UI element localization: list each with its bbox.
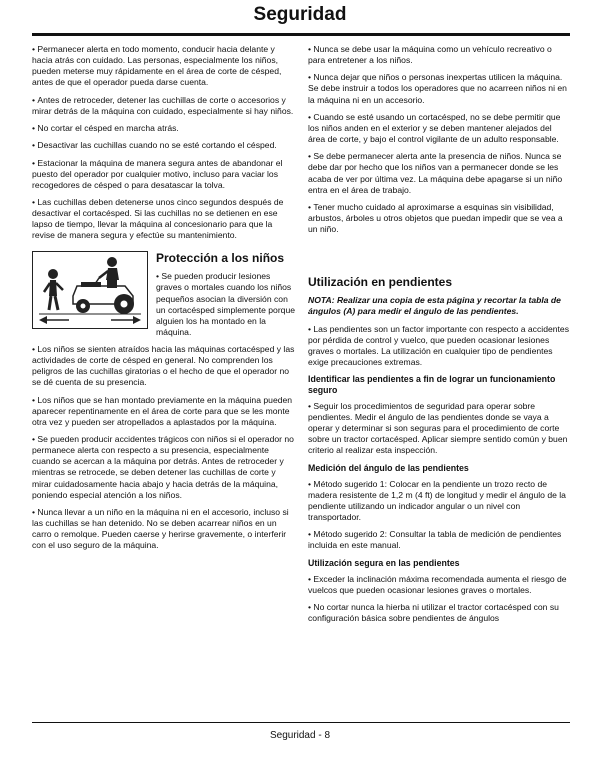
mower-children-icon: [33, 252, 147, 328]
footer-rule: [32, 722, 570, 723]
measure-method-2: • Método sugerido 2: Consultar la tabla de medición de pendientes incluida en este manual.: [308, 529, 570, 551]
measure-method-1: • Método sugerido 1: Colocar en la pendiente un trozo recto de madera resistente de 1,2 m (4 ft) de longitud y medir el ángulo de la pendiente utilizando un indicador angular o un nivel con transportador.: [308, 479, 570, 523]
measure-angle-heading: Medición del ángulo de las pendientes: [308, 462, 469, 473]
children-item-1: • Los niños se sienten atraídos hacia las máquinas cortacésped y las actividades de corte de césped en general. No comprenden los peligros de las cuchillas giratorias o el hecho de que el operador no se dé cuenta de su presencia.: [32, 344, 295, 388]
child-mower-hazard-illustration: [32, 251, 148, 329]
safe-slope-item-2: • No cortar nunca la hierba ni utilizar el tractor cortacésped con su configuración básica sobre pendientes de ángulos: [308, 602, 570, 624]
right-item-3: • Cuando se esté usando un cortacésped, no se debe permitir que los niños anden en el exterior y se deben mantener alejados del área de corte, y bajo el control vigilante de un adulto responsable.: [308, 112, 570, 145]
identify-slopes-heading: Identificar las pendientes a fin de lograr un funcionamiento seguro: [308, 374, 556, 396]
children-first-item: • Se pueden producir lesiones graves o mortales cuando los niños pequeños asocian la diversión con un cortacésped simplemente porque alguien los ha montado en la máquina.: [32, 271, 295, 338]
intro-item-1: • Permanecer alerta en todo momento, conducir hacia delante y hacia atrás con cuidado. Las personas, especialmente los niños, pueden meterse muy rápidamente en el área de corte de césped, antes de que el operador pueda darse cuenta.: [32, 44, 295, 88]
slopes-note: NOTA: Realizar una copia de esta página y recortar la tabla de ángulos (A) para medir el ángulo de las pendientes.: [308, 295, 561, 317]
children-protection-section: [32, 251, 295, 551]
children-protection-heading: Protección a los niños: [156, 251, 285, 266]
right-item-4: • Se debe permanecer alerta ante la presencia de niños. Nunca se debe dar por hecho que los niños van a permanecer donde se les acaba de ver por última vez. La máquina debe apagarse si un niño entra en el área de trabajo.: [308, 151, 570, 195]
intro-item-3: • No cortar el césped en marcha atrás.: [32, 123, 295, 134]
page-number: Seguridad - 8: [269, 730, 331, 741]
slopes-heading: Utilización en pendientes: [308, 275, 453, 290]
right-item-2: • Nunca dejar que niños o personas inexpertas utilicen la máquina. Se debe instruir a todos los operadores que no acarreen niños ni en la máquina ni en un accesorio.: [308, 72, 570, 105]
slopes-intro: • Las pendientes son un factor importante con respecto a accidentes por pérdida de control y vuelco, que pueden ocasionar lesiones graves o mortales. La utilización en cualquier tipo de pendientes exige precauciones extremas.: [308, 324, 570, 368]
right-column: [308, 44, 570, 630]
page-title: Seguridad: [253, 4, 347, 25]
left-column: [32, 44, 295, 557]
intro-item-2: • Antes de retroceder, detener las cuchillas de corte o accesorios y mirar detrás de la máquina con cuidado, especialmente si hay niños.: [32, 95, 295, 117]
safe-slope-item-1: • Exceder la inclinación máxima recomendada aumenta el riesgo de vuelcos que pueden ocasionar lesiones graves o mortales.: [308, 574, 570, 596]
right-item-1: • Nunca se debe usar la máquina como un vehículo recreativo o para entretener a los niños.: [308, 44, 570, 66]
title-rule: [32, 33, 570, 36]
children-item-3: • Se pueden producir accidentes trágicos con niños si el operador no permanece alerta con respecto a su presencia, especialmente cuando se acercan a la máquina por detrás. Antes de retroceder y mientras se retrocede, se deben detener las cuchillas de corte y mirar cuidadosamente hacia abajo y hacia detrás de la máquina, poniendo especial atención a los niños.: [32, 434, 295, 501]
intro-item-5: • Estacionar la máquina de manera segura antes de abandonar el puesto del operador por cualquier motivo, incluso para vaciar los recogedores de césped o para desatascar la tolva.: [32, 158, 295, 191]
children-item-2: • Los niños que se han montado previamente en la máquina pueden aparecer repentinamente en el área de corte para que se les monte otra vez y pueden ser atropellados a aplastados por la máquina.: [32, 395, 295, 428]
right-item-5: • Tener mucho cuidado al aproximarse a esquinas sin visibilidad, arbustos, árboles u otros objetos que puedan impedir que se vea a un niño.: [308, 202, 570, 235]
identify-slopes-item: • Seguir los procedimientos de seguridad para operar sobre pendientes. Medir el ángulo de las pendientes donde se vaya a operar y determinar si son seguras para el procedimiento de corte sobre un tractor cortacésped. Aplicar siempre sentido común y buen criterio al realizar esta inspección.: [308, 401, 570, 456]
intro-item-4: • Desactivar las cuchillas cuando no se esté cortando el césped.: [32, 140, 295, 151]
safe-slope-use-heading: Utilización segura en las pendientes: [308, 557, 460, 568]
intro-item-6: • Las cuchillas deben detenerse unos cinco segundos después de desactivar el cortacésped. Si las cuchillas no se detienen en ese lapso de tiempo, llevar la máquina al concesionario para que la revise de manera segura y efectúe su mantenimiento.: [32, 197, 295, 241]
children-item-4: • Nunca llevar a un niño en la máquina ni en el accesorio, incluso si las cuchillas se han detenido. No se deben acarrear niños en un carro o remolque. Pueden caerse y herirse gravemente, o interferir con el uso seguro de la máquina.: [32, 507, 295, 551]
